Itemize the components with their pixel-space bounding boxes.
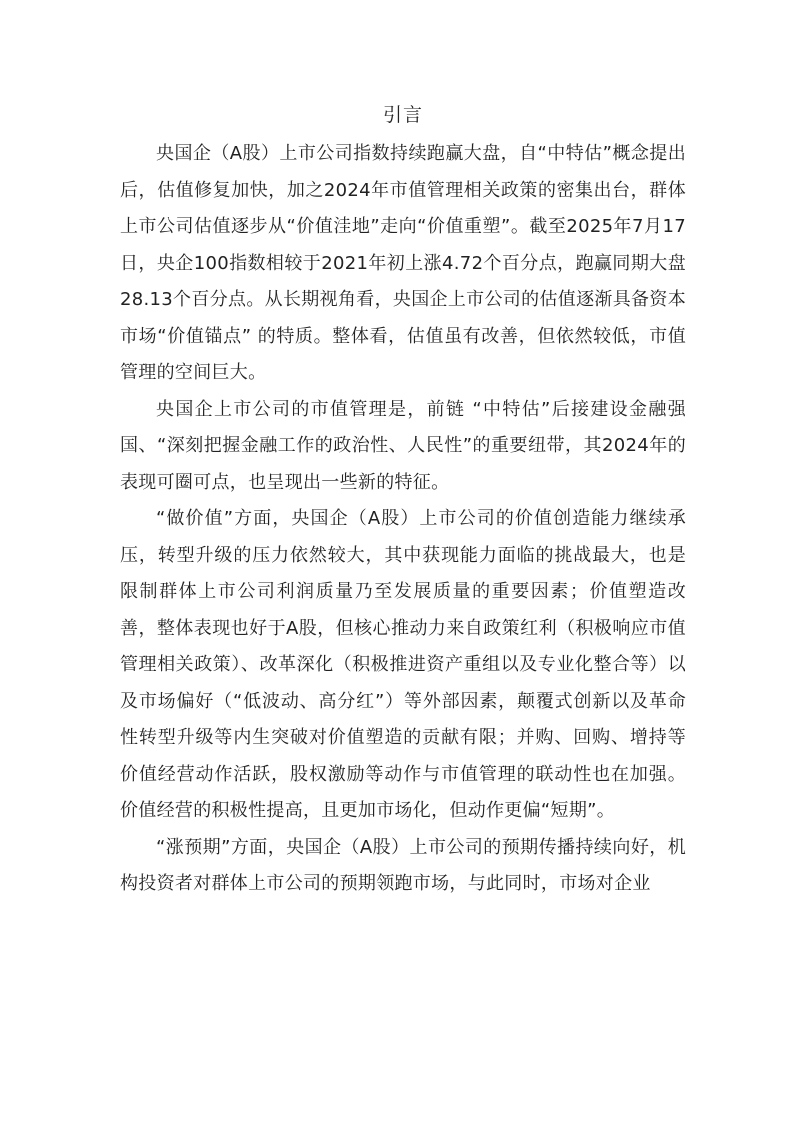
paragraph-expectation: “涨预期”方面，央国企（A股）上市公司的预期传播持续向好，机构投资者对群体上市公司的预期领跑市场，与此同时，市场对企业 xyxy=(120,836,686,894)
document-page xyxy=(120,100,686,903)
paragraph-create-value: “做价值”方面，央国企（A股）上市公司的价值创造能力继续承压，转型升级的压力依然较大，其中获现能力面临的挑战最大，也是限制群体上市公司利润质量乃至发展质量的重要因素；价值塑造改善，整体表现也好于A股，但核心推动力来自政策红利（积极响应市值管理相关政策）、改革深化（积极推进资产重组以及专业化整合等）以及市场偏好（“低波动、高分红”）等外部因素，颠覆式创新以及革命性转型升级等内生突破对价值塑造的贡献有限；并购、回购、增持等价值经营动作活跃，股权激励等动作与市值管理的联动性也在加强。价值经营的积极性提高，且更加市场化，但动作更偏“短期”。 xyxy=(120,508,686,821)
paragraph-intro: 央国企（A股）上市公司指数持续跑赢大盘，自“中特估”概念提出后，估值修复加快，加之2024年市值管理相关政策的密集出台，群体上市公司估值逐步从“价值洼地”走向“价值重塑”。截至2025年7月17日，央企100指数相较于2021年初上涨4.72个百分点，跑赢同期大盘28.13个百分点。从长期视角看，央国企上市公司的估值逐渐具备资本市场“价值锚点” 的特质。整体看，估值虽有改善，但依然较低，市值管理的空间巨大。 xyxy=(120,143,686,383)
paragraph-market-value: 央国企上市公司的市值管理是，前链 “中特估”后接建设金融强国、“深刻把握金融工作的政治性、人民性”的重要纽带，其2024年的表现可圈可点，也呈现出一些新的特征。 xyxy=(120,398,686,493)
document-title: 引言 xyxy=(382,104,423,126)
